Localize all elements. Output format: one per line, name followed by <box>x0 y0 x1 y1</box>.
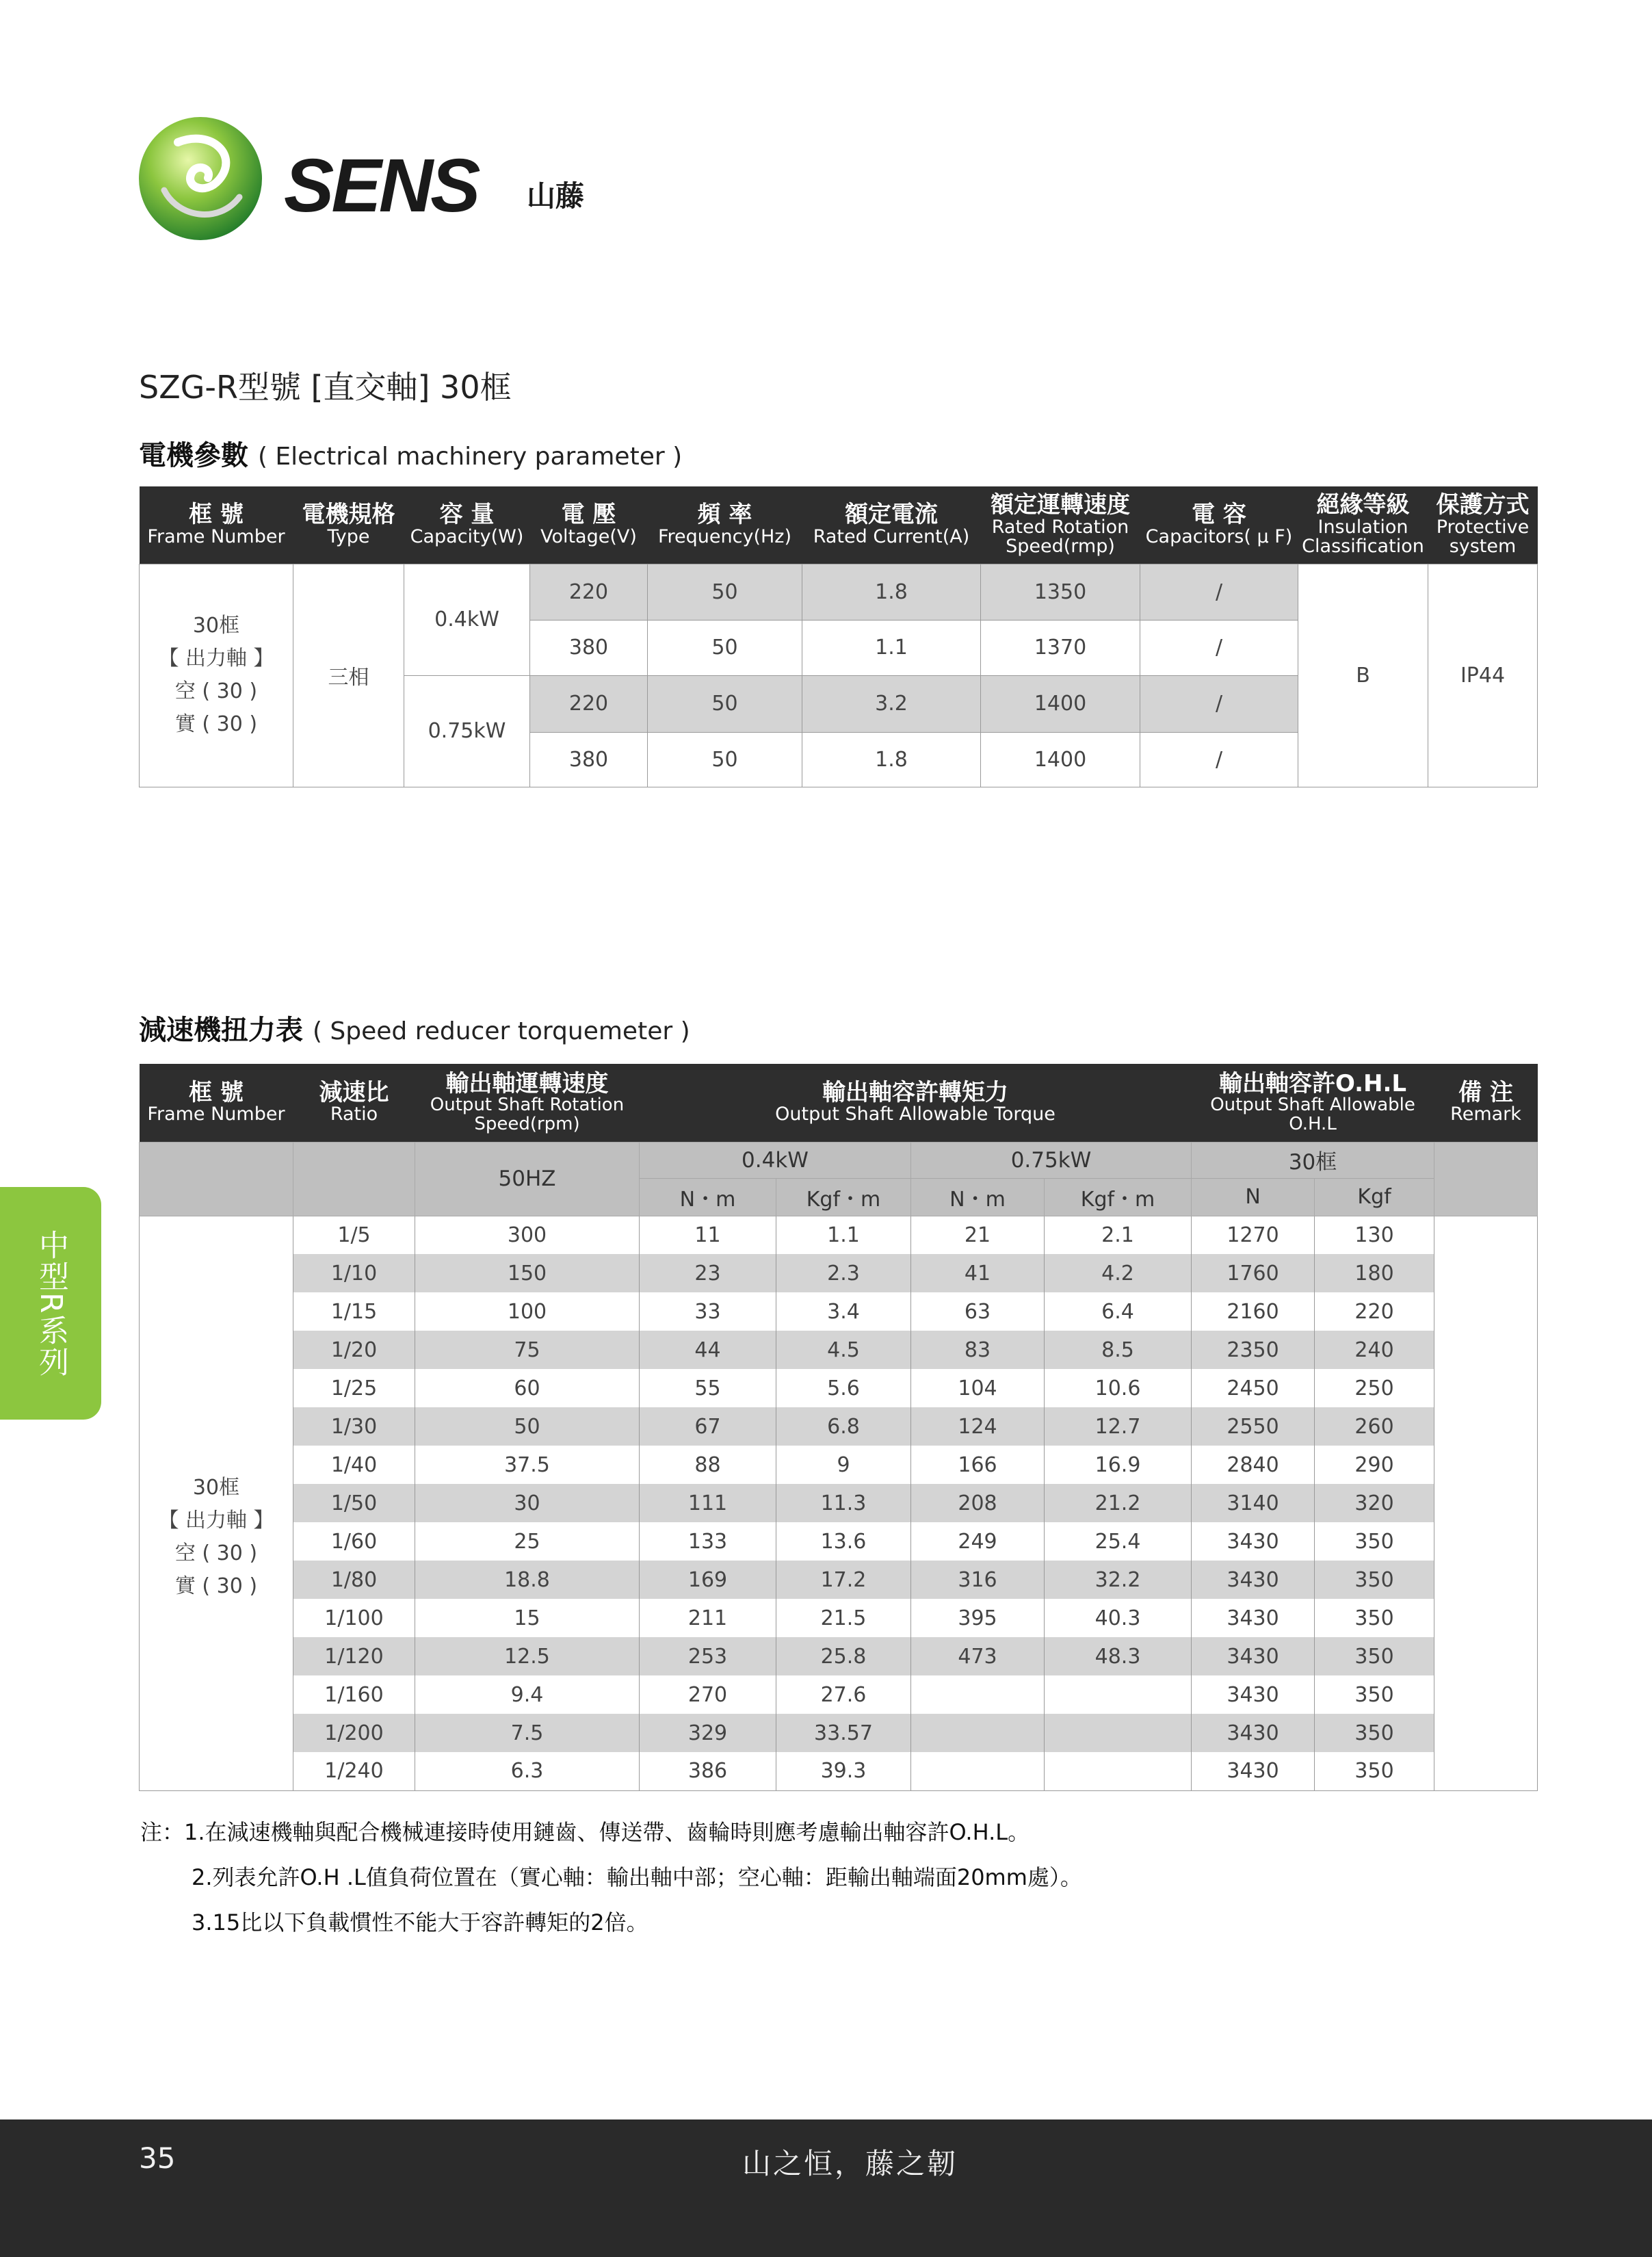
header-insulation: 絕緣等級 Insulation Classification <box>1298 486 1428 564</box>
c-cell <box>911 1752 1045 1790</box>
footer-bar <box>0 2119 1652 2257</box>
speed-cell: 30 <box>415 1484 640 1522</box>
c-cell <box>911 1714 1045 1752</box>
frame-cell: 30框 【 出力軸 】 空 ( 30 ) 實 ( 30 ) <box>140 564 293 787</box>
unit-cell: Kgf・m <box>776 1178 911 1216</box>
c-cell: 83 <box>911 1331 1045 1369</box>
e-cell: 3430 <box>1192 1637 1315 1675</box>
brand-logo <box>137 115 616 252</box>
torque-row <box>140 1216 1538 1254</box>
e-cell: 2550 <box>1192 1407 1315 1446</box>
e-cell: 1270 <box>1192 1216 1315 1254</box>
a-cell: 44 <box>640 1331 776 1369</box>
f-cell: 350 <box>1315 1637 1434 1675</box>
d-cell: 40.3 <box>1045 1599 1192 1637</box>
ratio-cell: 1/20 <box>293 1331 415 1369</box>
b-cell: 39.3 <box>776 1752 911 1790</box>
c-cell: 249 <box>911 1522 1045 1561</box>
e-cell: 3430 <box>1192 1752 1315 1790</box>
header-frame-number: 框 號 Frame Number <box>140 486 293 564</box>
capacity-cell: 0.75kW <box>404 675 530 787</box>
frequency-cell: 50 <box>648 564 802 620</box>
d-cell: 48.3 <box>1045 1637 1192 1675</box>
subheader-blank <box>1434 1142 1538 1216</box>
f-cell: 130 <box>1315 1216 1434 1254</box>
speed-cell: 37.5 <box>415 1446 640 1484</box>
current-cell: 1.8 <box>802 564 981 620</box>
ratio-cell: 1/100 <box>293 1599 415 1637</box>
c-cell: 41 <box>911 1254 1045 1292</box>
f-cell: 290 <box>1315 1446 1434 1484</box>
f-cell: 350 <box>1315 1599 1434 1637</box>
a-cell: 88 <box>640 1446 776 1484</box>
e-cell: 3430 <box>1192 1599 1315 1637</box>
torque-row <box>140 1446 1538 1484</box>
b-cell: 1.1 <box>776 1216 911 1254</box>
speed-cell: 1350 <box>981 564 1140 620</box>
speed-cell: 7.5 <box>415 1714 640 1752</box>
e-cell: 3430 <box>1192 1522 1315 1561</box>
sens-globe-icon <box>137 115 264 242</box>
torque-row <box>140 1522 1538 1561</box>
speed-cell: 50 <box>415 1407 640 1446</box>
note-line: 3.15比以下負載慣性不能大于容許轉矩的2倍。 <box>192 1909 648 1935</box>
d-cell: 4.2 <box>1045 1254 1192 1292</box>
d-cell: 25.4 <box>1045 1522 1192 1561</box>
speed-cell: 1370 <box>981 620 1140 675</box>
header-capacity: 容 量 Capacity(W) <box>404 486 530 564</box>
ratio-cell: 1/10 <box>293 1254 415 1292</box>
ratio-cell: 1/80 <box>293 1561 415 1599</box>
speed-cell: 1400 <box>981 732 1140 787</box>
ratio-cell: 1/25 <box>293 1369 415 1407</box>
c-cell: 166 <box>911 1446 1045 1484</box>
c-cell: 124 <box>911 1407 1045 1446</box>
c-cell <box>911 1675 1045 1714</box>
torque-row <box>140 1331 1538 1369</box>
capacitor-cell: / <box>1140 564 1298 620</box>
ratio-cell: 1/160 <box>293 1675 415 1714</box>
electrical-heading-cn: 電機參數 <box>139 440 248 471</box>
a-cell: 133 <box>640 1522 776 1561</box>
voltage-cell: 220 <box>530 564 648 620</box>
header-rated-speed: 額定運轉速度 Rated Rotation Speed(rmp) <box>981 486 1140 564</box>
torque-row <box>140 1599 1538 1637</box>
c-cell: 21 <box>911 1216 1045 1254</box>
a-cell: 386 <box>640 1752 776 1790</box>
electrical-heading-en: ( Electrical machinery parameter ) <box>257 443 683 471</box>
e-cell: 2840 <box>1192 1446 1315 1484</box>
speed-cell: 75 <box>415 1331 640 1369</box>
b-cell: 21.5 <box>776 1599 911 1637</box>
b-cell: 9 <box>776 1446 911 1484</box>
subheader-group-075kw: 0.75kW <box>911 1142 1192 1178</box>
b-cell: 13.6 <box>776 1522 911 1561</box>
c-cell: 473 <box>911 1637 1045 1675</box>
d-cell <box>1045 1752 1192 1790</box>
torque-heading-en: ( Speed reducer torquemeter ) <box>312 1017 690 1045</box>
a-cell: 111 <box>640 1484 776 1522</box>
speed-cell: 60 <box>415 1369 640 1407</box>
speed-cell: 18.8 <box>415 1561 640 1599</box>
torque-row <box>140 1484 1538 1522</box>
torque-row <box>140 1407 1538 1446</box>
insulation-cell: B <box>1298 564 1428 787</box>
header-voltage: 電 壓 Voltage(V) <box>530 486 648 564</box>
d-cell: 21.2 <box>1045 1484 1192 1522</box>
torque-row <box>140 1369 1538 1407</box>
speed-cell: 300 <box>415 1216 640 1254</box>
unit-cell: Kgf・m <box>1045 1178 1192 1216</box>
header-protective: 保護方式 Protective system <box>1428 486 1538 564</box>
electrical-header-row <box>140 486 1538 564</box>
header-type: 電機規格 Type <box>293 486 404 564</box>
e-cell: 2160 <box>1192 1292 1315 1331</box>
b-cell: 25.8 <box>776 1637 911 1675</box>
f-cell: 240 <box>1315 1331 1434 1369</box>
capacity-cell: 0.4kW <box>404 564 530 675</box>
header-frequency: 頻 率 Frequency(Hz) <box>648 486 802 564</box>
electrical-parameter-table <box>139 486 1538 787</box>
a-cell: 67 <box>640 1407 776 1446</box>
b-cell: 17.2 <box>776 1561 911 1599</box>
b-cell: 27.6 <box>776 1675 911 1714</box>
header-capacitors: 電 容 Capacitors( μ F) <box>1140 486 1298 564</box>
c-cell: 395 <box>911 1599 1045 1637</box>
speed-cell: 6.3 <box>415 1752 640 1790</box>
torque-body <box>140 1216 1538 1790</box>
current-cell: 1.8 <box>802 732 981 787</box>
frequency-cell: 50 <box>648 620 802 675</box>
torque-row <box>140 1292 1538 1331</box>
b-cell: 6.8 <box>776 1407 911 1446</box>
d-cell: 6.4 <box>1045 1292 1192 1331</box>
d-cell: 2.1 <box>1045 1216 1192 1254</box>
e-cell: 3430 <box>1192 1714 1315 1752</box>
d-cell: 8.5 <box>1045 1331 1192 1369</box>
brand-chinese-name: 山藤 <box>527 179 585 213</box>
frequency-cell: 50 <box>648 732 802 787</box>
e-cell: 3140 <box>1192 1484 1315 1522</box>
ratio-cell: 1/200 <box>293 1714 415 1752</box>
torque-heading-cn: 減速機扭力表 <box>139 1015 303 1046</box>
current-cell: 1.1 <box>802 620 981 675</box>
f-cell: 350 <box>1315 1522 1434 1561</box>
e-cell: 3430 <box>1192 1561 1315 1599</box>
speed-cell: 1400 <box>981 675 1140 732</box>
e-cell: 1760 <box>1192 1254 1315 1292</box>
a-cell: 329 <box>640 1714 776 1752</box>
c-cell: 316 <box>911 1561 1045 1599</box>
ratio-cell: 1/30 <box>293 1407 415 1446</box>
d-cell: 10.6 <box>1045 1369 1192 1407</box>
f-cell: 220 <box>1315 1292 1434 1331</box>
f-cell: 260 <box>1315 1407 1434 1446</box>
subheader-group-30frame: 30框 <box>1192 1142 1434 1178</box>
speed-cell: 12.5 <box>415 1637 640 1675</box>
a-cell: 11 <box>640 1216 776 1254</box>
frame-cell: 30框 【 出力軸 】 空 ( 30 ) 實 ( 30 ) <box>140 1216 293 1790</box>
b-cell: 3.4 <box>776 1292 911 1331</box>
ratio-cell: 1/120 <box>293 1637 415 1675</box>
speed-cell: 25 <box>415 1522 640 1561</box>
a-cell: 270 <box>640 1675 776 1714</box>
b-cell: 5.6 <box>776 1369 911 1407</box>
torque-subheader-row <box>140 1142 1538 1178</box>
ratio-cell: 1/40 <box>293 1446 415 1484</box>
e-cell: 3430 <box>1192 1675 1315 1714</box>
ratio-cell: 1/240 <box>293 1752 415 1790</box>
a-cell: 33 <box>640 1292 776 1331</box>
brand-wordmark: SENS <box>284 144 478 228</box>
torque-header-row <box>140 1064 1538 1142</box>
d-cell: 32.2 <box>1045 1561 1192 1599</box>
e-cell: 2450 <box>1192 1369 1315 1407</box>
torque-row <box>140 1254 1538 1292</box>
speed-cell: 100 <box>415 1292 640 1331</box>
f-cell: 350 <box>1315 1675 1434 1714</box>
series-side-tab: 中型R系列 <box>0 1187 101 1420</box>
torque-row <box>140 1752 1538 1790</box>
c-cell: 104 <box>911 1369 1045 1407</box>
f-cell: 180 <box>1315 1254 1434 1292</box>
a-cell: 211 <box>640 1599 776 1637</box>
frequency-cell: 50 <box>648 675 802 732</box>
protective-cell: IP44 <box>1428 564 1538 787</box>
b-cell: 4.5 <box>776 1331 911 1369</box>
d-cell <box>1045 1675 1192 1714</box>
page-title: SZG-R型號 [直交軸] 30框 <box>139 369 512 406</box>
b-cell: 33.57 <box>776 1714 911 1752</box>
speed-cell: 15 <box>415 1599 640 1637</box>
ratio-cell: 1/60 <box>293 1522 415 1561</box>
capacitor-cell: / <box>1140 732 1298 787</box>
current-cell: 3.2 <box>802 675 981 732</box>
note-line: 注：1.在減速機軸與配合機械連接時使用鏈齒、傳送帶、齒輪時則應考慮輸出軸容許O.H.L。 <box>140 1819 1030 1845</box>
ratio-cell: 1/5 <box>293 1216 415 1254</box>
notes <box>140 1810 1082 1945</box>
voltage-cell: 380 <box>530 620 648 675</box>
subheader-group-04kw: 0.4kW <box>640 1142 911 1178</box>
electrical-heading <box>139 434 682 473</box>
footer-slogan: 山之恒，藤之韌 <box>742 2147 958 2180</box>
header-ratio: 減速比 Ratio <box>293 1064 415 1142</box>
voltage-cell: 220 <box>530 675 648 732</box>
f-cell: 350 <box>1315 1714 1434 1752</box>
a-cell: 55 <box>640 1369 776 1407</box>
type-cell: 三相 <box>293 564 404 787</box>
c-cell: 208 <box>911 1484 1045 1522</box>
torque-row <box>140 1675 1538 1714</box>
speed-cell: 150 <box>415 1254 640 1292</box>
subheader-blank <box>293 1142 415 1216</box>
torque-row <box>140 1637 1538 1675</box>
capacitor-cell: / <box>1140 675 1298 732</box>
capacitor-cell: / <box>1140 620 1298 675</box>
f-cell: 320 <box>1315 1484 1434 1522</box>
unit-cell: Kgf <box>1315 1178 1434 1216</box>
ratio-cell: 1/15 <box>293 1292 415 1331</box>
subheader-blank <box>140 1142 293 1216</box>
voltage-cell: 380 <box>530 732 648 787</box>
a-cell: 169 <box>640 1561 776 1599</box>
ratio-cell: 1/50 <box>293 1484 415 1522</box>
subheader-hz: 50HZ <box>415 1142 640 1216</box>
header-frame-number: 框 號 Frame Number <box>140 1064 293 1142</box>
electrical-row <box>140 564 1538 620</box>
header-rated-current: 額定電流 Rated Current(A) <box>802 486 981 564</box>
header-output-speed: 輸出軸運轉速度 Output Shaft Rotation Speed(rpm) <box>415 1064 640 1142</box>
torque-row <box>140 1561 1538 1599</box>
unit-cell: N・m <box>640 1178 776 1216</box>
b-cell: 2.3 <box>776 1254 911 1292</box>
f-cell: 350 <box>1315 1561 1434 1599</box>
torque-table <box>139 1064 1538 1791</box>
e-cell: 2350 <box>1192 1331 1315 1369</box>
d-cell: 12.7 <box>1045 1407 1192 1446</box>
f-cell: 250 <box>1315 1369 1434 1407</box>
torque-row <box>140 1714 1538 1752</box>
b-cell: 11.3 <box>776 1484 911 1522</box>
f-cell: 350 <box>1315 1752 1434 1790</box>
a-cell: 253 <box>640 1637 776 1675</box>
header-allowable-torque: 輸出軸容許轉矩力 Output Shaft Allowable Torque <box>640 1064 1192 1142</box>
d-cell: 16.9 <box>1045 1446 1192 1484</box>
a-cell: 23 <box>640 1254 776 1292</box>
header-ohl: 輸出軸容許O.H.L Output Shaft Allowable O.H.L <box>1192 1064 1434 1142</box>
header-remark: 備 注 Remark <box>1434 1064 1538 1142</box>
speed-cell: 9.4 <box>415 1675 640 1714</box>
unit-cell: N <box>1192 1178 1315 1216</box>
torque-heading <box>139 1008 690 1047</box>
note-line: 2.列表允許O.H .L值負荷位置在（實心軸：輸出軸中部；空心軸：距輸出軸端面20mm處）。 <box>192 1864 1082 1890</box>
remark-cell <box>1434 1216 1538 1790</box>
d-cell <box>1045 1714 1192 1752</box>
c-cell: 63 <box>911 1292 1045 1331</box>
page-number: 35 <box>139 2141 176 2175</box>
unit-cell: N・m <box>911 1178 1045 1216</box>
